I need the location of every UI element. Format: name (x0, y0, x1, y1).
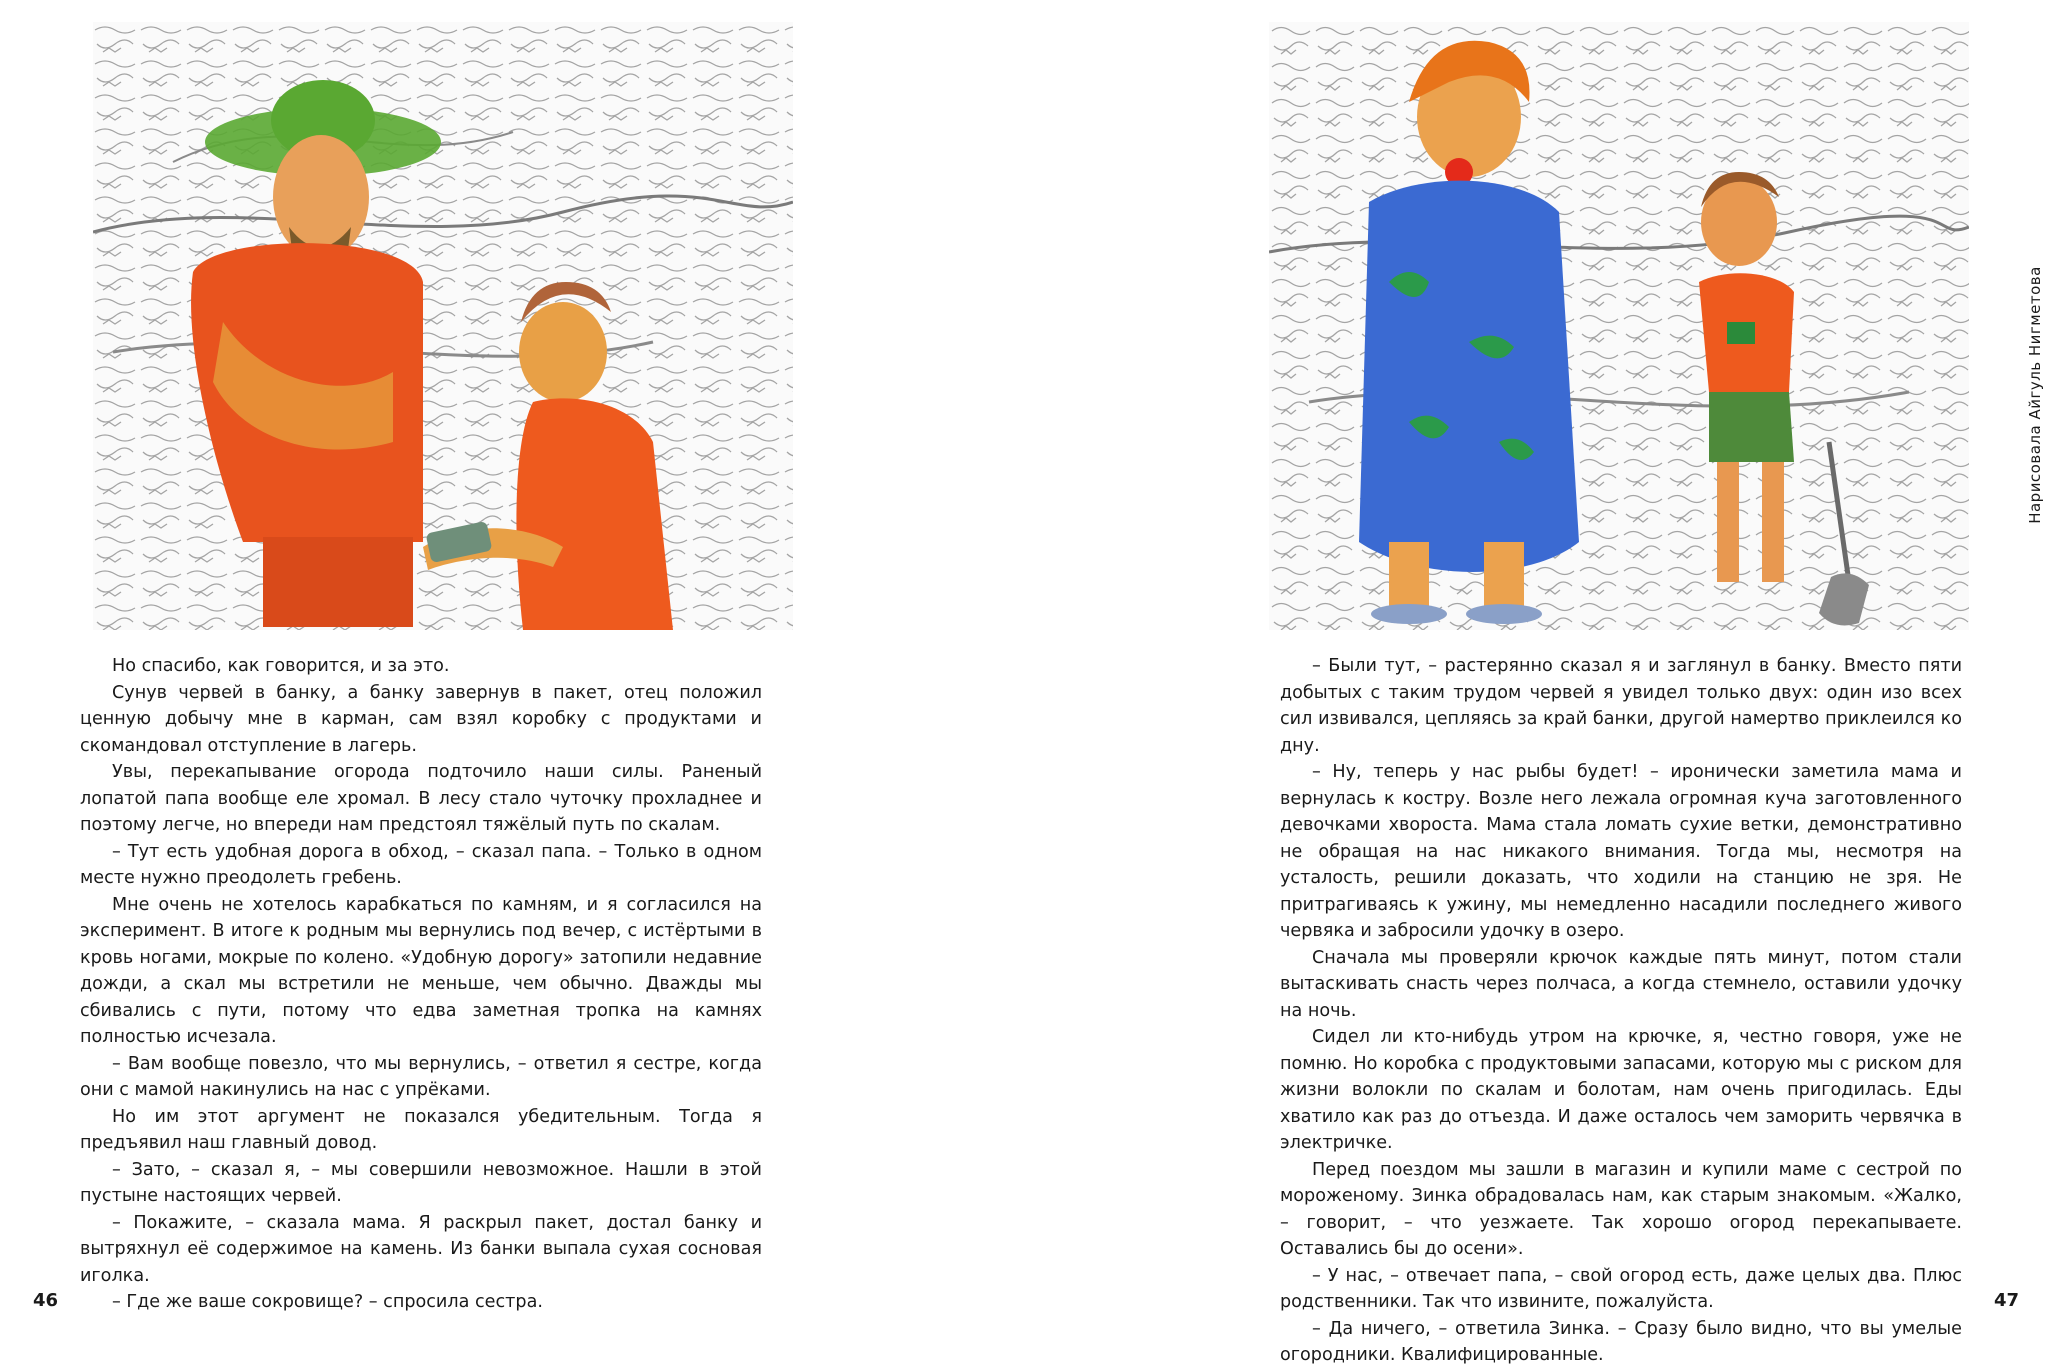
watercolor-illustration-icon (93, 22, 793, 630)
watercolor-illustration-icon (1269, 22, 1969, 630)
paragraph: – Где же ваше сокровище? – спросила сестра. (112, 1292, 543, 1312)
paragraph: Но спасибо, как говорится, и за это. (112, 656, 450, 676)
paragraph: – Зато, – сказал я, – мы совершили невозможное. Нашли в этой пустыне настоящих червей. (80, 1159, 762, 1206)
paragraph: Сидел ли кто-нибудь утром на крючке, я, честно говоря, уже не помню. Но коробка с продуктовыми запасами, которую мы с риском для жизни волокли по скалам и болотам, нам очень пригодилась. Еды хватило как раз до отъезда. И даже осталось чем заморить червячка в электричке. (1280, 1027, 1962, 1153)
paragraph: – Да ничего, – ответила Зинка. – Сразу было видно, что вы умелые огородники. Квалифицированные. (1280, 1318, 1962, 1365)
paragraph: Мне очень не хотелось карабкаться по камням, и я согласился на эксперимент. В итоге к родным мы вернулись под вечер, с истёртыми в кровь ногами, мокрые по колено. «Удобную дорогу» затопили недавние дожди, а скал мы встретили не меньше, чем обычно. Дважды мы сбивались с пути, потому что едва заметная тропка на камнях полностью исчезала. (80, 894, 762, 1047)
illustrator-credit (2024, 255, 2046, 535)
paragraph: – Ну, теперь у нас рыбы будет! – иронически заметила мама и вернулась к костру. Возле него лежала огромная куча заготовленного девочками хвороста. Мама стала ломать сухие ветки, демонстративно не обращая на нас никакого внимания. Тогда мы, несмотря на усталость, решили доказать, что ходили на станцию не зря. Не притрагиваясь к ужину, мы немедленно насадили последнего живого червяка и забросили удочку в озеро. (1280, 762, 1962, 941)
paragraph: – У нас, – отвечает папа, – свой огород есть, даже целых два. Плюс родственники. Так что извините, пожалуйста. (1280, 1265, 1962, 1312)
paragraph: – Были тут, – растерянно сказал я и заглянул в банку. Вместо пяти добытых с таким трудом червей я увидел только двух: один изо всех сил извивался, цепляясь за край банки, другой намертво приклеился ко дну. (1280, 656, 1962, 756)
illustration-father-and-son (93, 22, 793, 630)
paragraph: Увы, перекапывание огорода подточило наши силы. Раненый лопатой папа вообще еле хромал. В лесу стало чуточку прохладнее и поэтому легче, но впереди нам предстоял тяжёлый путь по скалам. (80, 762, 762, 835)
left-page (0, 0, 1024, 1351)
paragraph: Но им этот аргумент не показался убедительным. Тогда я предъявил наш главный довод. (80, 1106, 762, 1153)
right-body-text (1280, 653, 1962, 1369)
right-page (1024, 0, 2048, 1365)
paragraph: Сунув червей в банку, а банку завернув в пакет, отец положил ценную добычу мне в карман, сам взял коробку с продуктами и скомандовал отступление в лагерь. (80, 682, 762, 756)
left-body-text (80, 653, 762, 1316)
page-number-right: 47 (1994, 1290, 2020, 1311)
illustrator-credit-text: Нарисовала Айгуль Нигметова (2026, 266, 2044, 524)
paragraph: Перед поездом мы зашли в магазин и купили маме с сестрой по мороженому. Зинка обрадовалась нам, как старым знакомым. «Жалко, – говорит, – что уезжаете. Так хорошо огород перекапываете. Оставались бы до осени». (1280, 1159, 1962, 1259)
paragraph: – Покажите, – сказала мама. Я раскрыл пакет, достал банку и вытряхнул её содержимое на камень. Из банки выпала сухая сосновая иголка. (80, 1212, 762, 1286)
page-number-left: 46 (33, 1290, 59, 1311)
illustration-mother-and-son (1269, 22, 1969, 630)
paragraph: Сначала мы проверяли крючок каждые пять минут, потом стали вытаскивать снасть через полчаса, а когда стемнело, оставили удочку на ночь. (1280, 947, 1962, 1021)
paragraph: – Вам вообще повезло, что мы вернулись, – ответил я сестре, когда они с мамой накинулись на нас с упрёками. (80, 1053, 762, 1100)
paragraph: – Тут есть удобная дорога в обход, – сказал папа. – Только в одном месте нужно преодолеть гребень. (80, 841, 762, 888)
